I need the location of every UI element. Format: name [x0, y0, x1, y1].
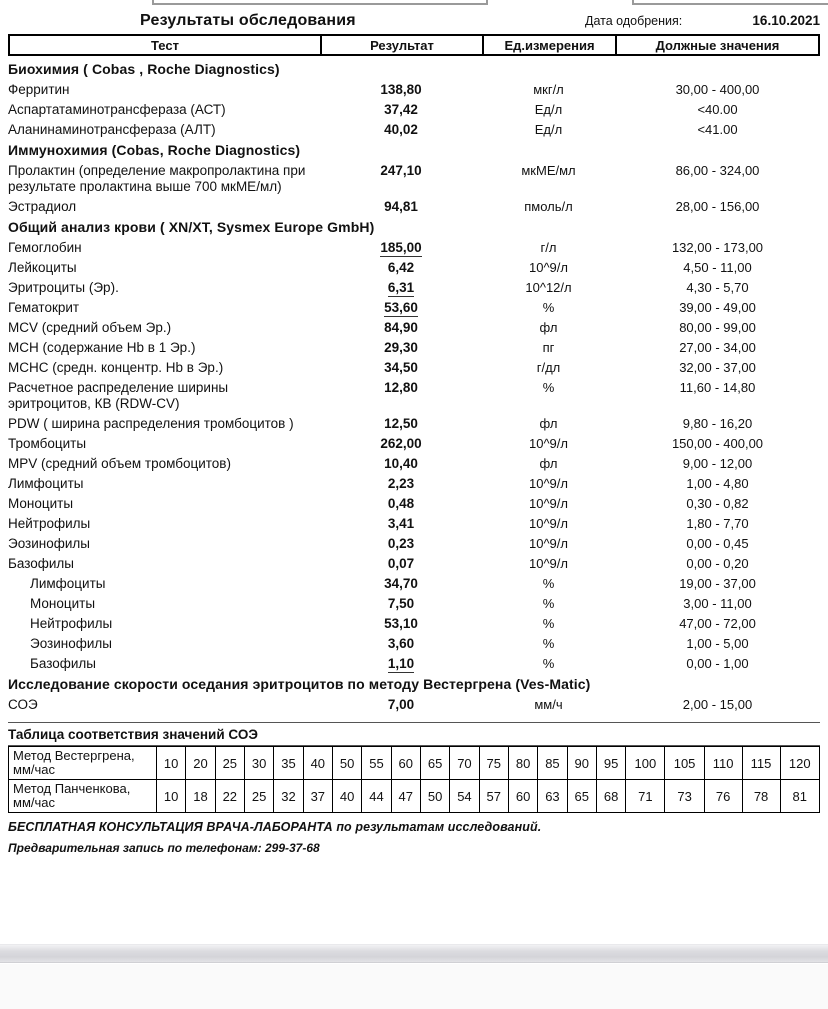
soe-method-label: Метод Вестергрена, мм/час: [9, 747, 157, 780]
result-value-cell: [320, 360, 482, 376]
reference-range-cell: 9,00 - 12,00: [682, 456, 753, 471]
result-value: 138,80: [380, 82, 422, 97]
test-name-cell: Нейтрофилы: [8, 516, 91, 531]
reference-range-cell: 19,00 - 37,00: [679, 576, 756, 591]
unit-cell: %: [542, 596, 555, 611]
result-value-cell: [320, 556, 482, 572]
column-header-test: Тест: [10, 36, 322, 55]
test-name-cell: Гемоглобин: [8, 240, 82, 255]
test-name-cell: Ферритин: [8, 82, 70, 97]
result-value: 0,07: [387, 556, 415, 571]
result-value-cell: [320, 436, 482, 452]
result-value: 247,10: [380, 163, 422, 178]
unit-cell: мм/ч: [534, 697, 563, 712]
result-value-cell: [320, 476, 482, 492]
reference-range-cell: 0,00 - 0,45: [686, 536, 749, 551]
soe-value-cell: 90: [567, 747, 596, 780]
result-value-cell: [320, 636, 482, 652]
reference-range-cell: 27,00 - 34,00: [679, 340, 756, 355]
result-value: 3,60: [387, 636, 415, 651]
result-row: [8, 338, 820, 358]
result-row: [8, 695, 820, 715]
result-value-cell: [320, 199, 482, 215]
unit-cell: фл: [539, 416, 558, 431]
soe-value-cell: 57: [479, 780, 508, 813]
result-row: [8, 378, 820, 414]
soe-table-title: Таблица соответствия значений СОЭ: [8, 723, 820, 746]
unit-cell: %: [542, 616, 555, 631]
test-name-cell: Эозинофилы: [30, 636, 112, 651]
window-background: [0, 964, 828, 1009]
test-name-cell: Моноциты: [30, 596, 96, 611]
soe-value-cell: 25: [215, 747, 244, 780]
result-row: [8, 358, 820, 378]
approval-date-value: 16.10.2021: [752, 13, 820, 28]
result-value: 12,80: [384, 380, 418, 395]
unit-cell: 10^9/л: [529, 476, 568, 491]
reference-range-cell: <41.00: [697, 122, 738, 137]
result-value: 12,50: [384, 416, 418, 431]
phone-booking-note: Предварительная запись по телефонам: 299-37-68: [8, 841, 320, 855]
unit-cell: 10^9/л: [529, 516, 568, 531]
soe-value-cell: 60: [508, 780, 537, 813]
unit-cell: г/л: [540, 240, 557, 255]
soe-value-cell: 20: [186, 747, 215, 780]
soe-value-cell: 115: [742, 747, 780, 780]
result-value-cell: [320, 456, 482, 472]
test-name-cell: Аспартатаминотрансфераза (АСТ): [8, 102, 226, 117]
unit-cell: %: [542, 300, 555, 315]
result-value: 40,02: [384, 122, 418, 137]
test-name-cell: MPV (средний объем тромбоцитов): [8, 456, 231, 471]
unit-cell: Ед/л: [534, 102, 563, 117]
result-row: [8, 120, 820, 140]
soe-value-cell: 100: [626, 747, 665, 780]
test-name-cell: СОЭ: [8, 697, 38, 712]
result-value: 34,50: [384, 360, 418, 375]
result-row: [8, 594, 820, 614]
soe-value-cell: 10: [157, 747, 186, 780]
result-row: [8, 197, 820, 217]
test-name-cell: Аланинаминотрансфераза (АЛТ): [8, 122, 216, 137]
result-value-cell: [320, 616, 482, 632]
reference-range-cell: 3,00 - 11,00: [683, 596, 752, 611]
result-row: [8, 298, 820, 318]
soe-value-cell: 78: [742, 780, 780, 813]
result-value: 7,00: [387, 697, 415, 712]
result-value: 185,00: [380, 240, 422, 255]
soe-value-cell: 22: [215, 780, 244, 813]
result-value: 53,10: [384, 616, 418, 631]
result-value: 3,41: [387, 516, 415, 531]
soe-correspondence-table: [8, 746, 820, 813]
reference-range-cell: 132,00 - 173,00: [671, 240, 764, 255]
result-row: [8, 654, 820, 674]
soe-value-cell: 47: [391, 780, 420, 813]
test-name-cell: Эритроциты (Эр).: [8, 280, 119, 295]
soe-value-cell: 40: [332, 780, 361, 813]
result-value-cell: [320, 340, 482, 356]
soe-value-cell: 85: [538, 747, 567, 780]
soe-value-cell: 60: [391, 747, 420, 780]
soe-value-cell: 65: [420, 747, 449, 780]
result-row: [8, 414, 820, 434]
soe-value-cell: 10: [157, 780, 186, 813]
soe-value-cell: 18: [186, 780, 215, 813]
result-value: 53,60: [384, 300, 418, 315]
reference-range-cell: 80,00 - 99,00: [679, 320, 756, 335]
reference-range-cell: 1,00 - 5,00: [686, 636, 749, 651]
unit-cell: 10^9/л: [529, 496, 568, 511]
unit-cell: %: [542, 576, 555, 591]
column-header-range: Должные значения: [655, 38, 780, 53]
test-name-cell: MCV (средний объем Эр.): [8, 320, 172, 335]
reference-range-cell: 150,00 - 400,00: [671, 436, 764, 451]
unit-cell: %: [542, 656, 555, 671]
results-rows: [8, 56, 820, 715]
soe-method-label: Метод Панченкова, мм/час: [9, 780, 157, 813]
unit-cell: пмоль/л: [524, 199, 573, 214]
result-value-cell: [320, 240, 482, 256]
section-header-row: Общий анализ крови ( XN/XT, Sysmex Europe GmbH): [8, 219, 375, 235]
test-name-cell: Нейтрофилы: [30, 616, 113, 631]
soe-value-cell: 37: [303, 780, 332, 813]
result-value-cell: [320, 516, 482, 532]
reference-range-cell: 30,00 - 400,00: [675, 82, 760, 97]
soe-value-cell: 73: [665, 780, 704, 813]
test-name-cell: Эстрадиол: [8, 199, 77, 214]
result-value: 0,48: [387, 496, 415, 511]
column-header-unit: Ед.измерения: [484, 36, 617, 55]
approval-date-label: Дата одобрения:: [585, 14, 683, 28]
test-name-cell: PDW ( ширина распределения тромбоцитов ): [8, 416, 294, 431]
unit-cell: г/дл: [536, 360, 561, 375]
soe-table-row: [9, 747, 820, 780]
reference-range-cell: 0,30 - 0,82: [686, 496, 749, 511]
unit-cell: фл: [539, 320, 558, 335]
unit-cell: 10^9/л: [529, 436, 568, 451]
soe-table-body: [9, 747, 820, 813]
reference-range-cell: 0,00 - 1,00: [686, 656, 749, 671]
soe-value-cell: 30: [244, 747, 273, 780]
reference-range-cell: 28,00 - 156,00: [675, 199, 760, 214]
soe-value-cell: 120: [780, 747, 820, 780]
soe-table-row: [9, 780, 820, 813]
reference-range-cell: 1,80 - 7,70: [686, 516, 749, 531]
test-name-cell: Моноциты: [8, 496, 74, 511]
result-value-cell: [320, 416, 482, 432]
result-row: [8, 634, 820, 654]
unit-cell: мкг/л: [533, 82, 564, 97]
result-value-cell: [320, 82, 482, 98]
test-name-cell: MCHC (средн. концентр. Hb в Эр.): [8, 360, 224, 375]
section-header-row: Биохимия ( Cobas , Roche Diagnostics): [8, 61, 280, 77]
result-row: [8, 554, 820, 574]
result-row: [8, 161, 820, 197]
result-value-cell: [320, 122, 482, 138]
result-row: [8, 614, 820, 634]
test-name-cell: Гематокрит: [8, 300, 80, 315]
result-value: 0,23: [387, 536, 415, 551]
result-value-cell: [320, 320, 482, 336]
lab-report-document: [8, 8, 820, 855]
test-name-cell: Лейкоциты: [8, 260, 77, 275]
result-value: 6,42: [387, 260, 415, 275]
test-name-cell: Пролактин (определение макропролактина при результате пролактина выше 700 мкМЕ/мл): [8, 163, 306, 194]
unit-cell: фл: [539, 456, 558, 471]
soe-value-cell: 110: [704, 747, 742, 780]
soe-value-cell: 44: [362, 780, 391, 813]
result-row: [8, 474, 820, 494]
unit-cell: пг: [542, 340, 555, 355]
result-row: [8, 494, 820, 514]
reference-range-cell: 1,00 - 4,80: [686, 476, 749, 491]
free-consultation-note: БЕСПЛАТНАЯ КОНСУЛЬТАЦИЯ ВРАЧА-ЛАБОРАНТА по результатам исследований.: [8, 820, 542, 834]
soe-value-cell: 50: [420, 780, 449, 813]
result-row: [8, 100, 820, 120]
reference-range-cell: 39,00 - 49,00: [679, 300, 756, 315]
result-value: 10,40: [384, 456, 418, 471]
test-name-cell: Лимфоциты: [8, 476, 84, 491]
soe-value-cell: 68: [596, 780, 625, 813]
unit-cell: мкМЕ/мл: [521, 163, 576, 178]
test-name-cell: Базофилы: [8, 556, 74, 571]
unit-cell: %: [542, 636, 555, 651]
result-value: 34,70: [384, 576, 418, 591]
reference-range-cell: 4,50 - 11,00: [683, 260, 752, 275]
reference-range-cell: <40.00: [697, 102, 738, 117]
reference-range-cell: 9,80 - 16,20: [682, 416, 753, 431]
column-header-result: Результат: [322, 36, 484, 55]
result-value: 262,00: [380, 436, 422, 451]
document-header: [8, 8, 820, 34]
result-value-cell: [320, 576, 482, 592]
soe-value-cell: 70: [450, 747, 479, 780]
test-name-cell: Тромбоциты: [8, 436, 87, 451]
horizontal-scrollbar[interactable]: [0, 944, 828, 963]
reference-range-cell: 4,30 - 5,70: [686, 280, 749, 295]
result-value-cell: [320, 260, 482, 276]
soe-value-cell: 80: [508, 747, 537, 780]
result-value-cell: [320, 496, 482, 512]
test-name-cell: MCH (содержание Hb в 1 Эр.): [8, 340, 196, 355]
result-row: [8, 278, 820, 298]
reference-range-cell: 2,00 - 15,00: [682, 697, 753, 712]
reference-range-cell: 11,60 - 14,80: [679, 380, 756, 395]
unit-cell: %: [542, 380, 555, 395]
result-row: [8, 318, 820, 338]
section-header-row: Иммунохимия (Cobas, Roche Diagnostics): [8, 142, 301, 158]
unit-cell: Ед/л: [534, 122, 563, 137]
soe-value-cell: 95: [596, 747, 625, 780]
section-header-row: Исследование скорости оседания эритроцитов по методу Вестергрена (Ves-Matic): [8, 676, 591, 692]
soe-value-cell: 76: [704, 780, 742, 813]
result-value-cell: [320, 697, 482, 713]
result-value-cell: [320, 380, 482, 412]
unit-cell: 10^12/л: [525, 280, 572, 295]
soe-value-cell: 75: [479, 747, 508, 780]
soe-value-cell: 40: [303, 747, 332, 780]
result-value-cell: [320, 596, 482, 612]
result-value: 1,10: [387, 656, 415, 671]
reference-range-cell: 0,00 - 0,20: [686, 556, 749, 571]
top-cropped-box-right: [632, 0, 828, 5]
soe-value-cell: 25: [244, 780, 273, 813]
unit-cell: 10^9/л: [529, 536, 568, 551]
result-row: [8, 574, 820, 594]
result-value-cell: [320, 536, 482, 552]
reference-range-cell: 86,00 - 324,00: [675, 163, 760, 178]
result-row: [8, 454, 820, 474]
test-name-cell: Эозинофилы: [8, 536, 90, 551]
soe-value-cell: 63: [538, 780, 567, 813]
page-title: Результаты обследования: [140, 12, 356, 29]
result-row: [8, 80, 820, 100]
soe-value-cell: 81: [780, 780, 820, 813]
result-value: 37,42: [384, 102, 418, 117]
soe-value-cell: 65: [567, 780, 596, 813]
test-name-cell: Лимфоциты: [30, 576, 106, 591]
result-value: 29,30: [384, 340, 418, 355]
soe-value-cell: 35: [274, 747, 303, 780]
result-value: 84,90: [384, 320, 418, 335]
result-value-cell: [320, 280, 482, 296]
soe-value-cell: 50: [332, 747, 361, 780]
result-row: [8, 258, 820, 278]
soe-value-cell: 105: [665, 747, 704, 780]
top-cropped-box-left: [152, 0, 488, 5]
unit-cell: 10^9/л: [529, 260, 568, 275]
soe-value-cell: 71: [626, 780, 665, 813]
approval-date-block: [585, 13, 820, 28]
result-value: 7,50: [387, 596, 415, 611]
result-value-cell: [320, 163, 482, 195]
reference-range-cell: 47,00 - 72,00: [679, 616, 756, 631]
soe-value-cell: 55: [362, 747, 391, 780]
soe-value-cell: 32: [274, 780, 303, 813]
reference-range-cell: 32,00 - 37,00: [679, 360, 756, 375]
unit-cell: 10^9/л: [529, 556, 568, 571]
result-row: [8, 434, 820, 454]
result-value-cell: [320, 300, 482, 316]
result-row: [8, 238, 820, 258]
soe-value-cell: 54: [450, 780, 479, 813]
result-value-cell: [320, 102, 482, 118]
test-name-cell: Базофилы: [30, 656, 96, 671]
results-table-header: [8, 34, 820, 56]
result-value: 94,81: [384, 199, 418, 214]
result-value-cell: [320, 656, 482, 672]
test-name-cell: Расчетное распределение ширины эритроцитов, КВ (RDW-CV): [8, 380, 229, 411]
result-value: 2,23: [387, 476, 415, 491]
result-row: [8, 514, 820, 534]
result-row: [8, 534, 820, 554]
result-value: 6,31: [387, 280, 415, 295]
